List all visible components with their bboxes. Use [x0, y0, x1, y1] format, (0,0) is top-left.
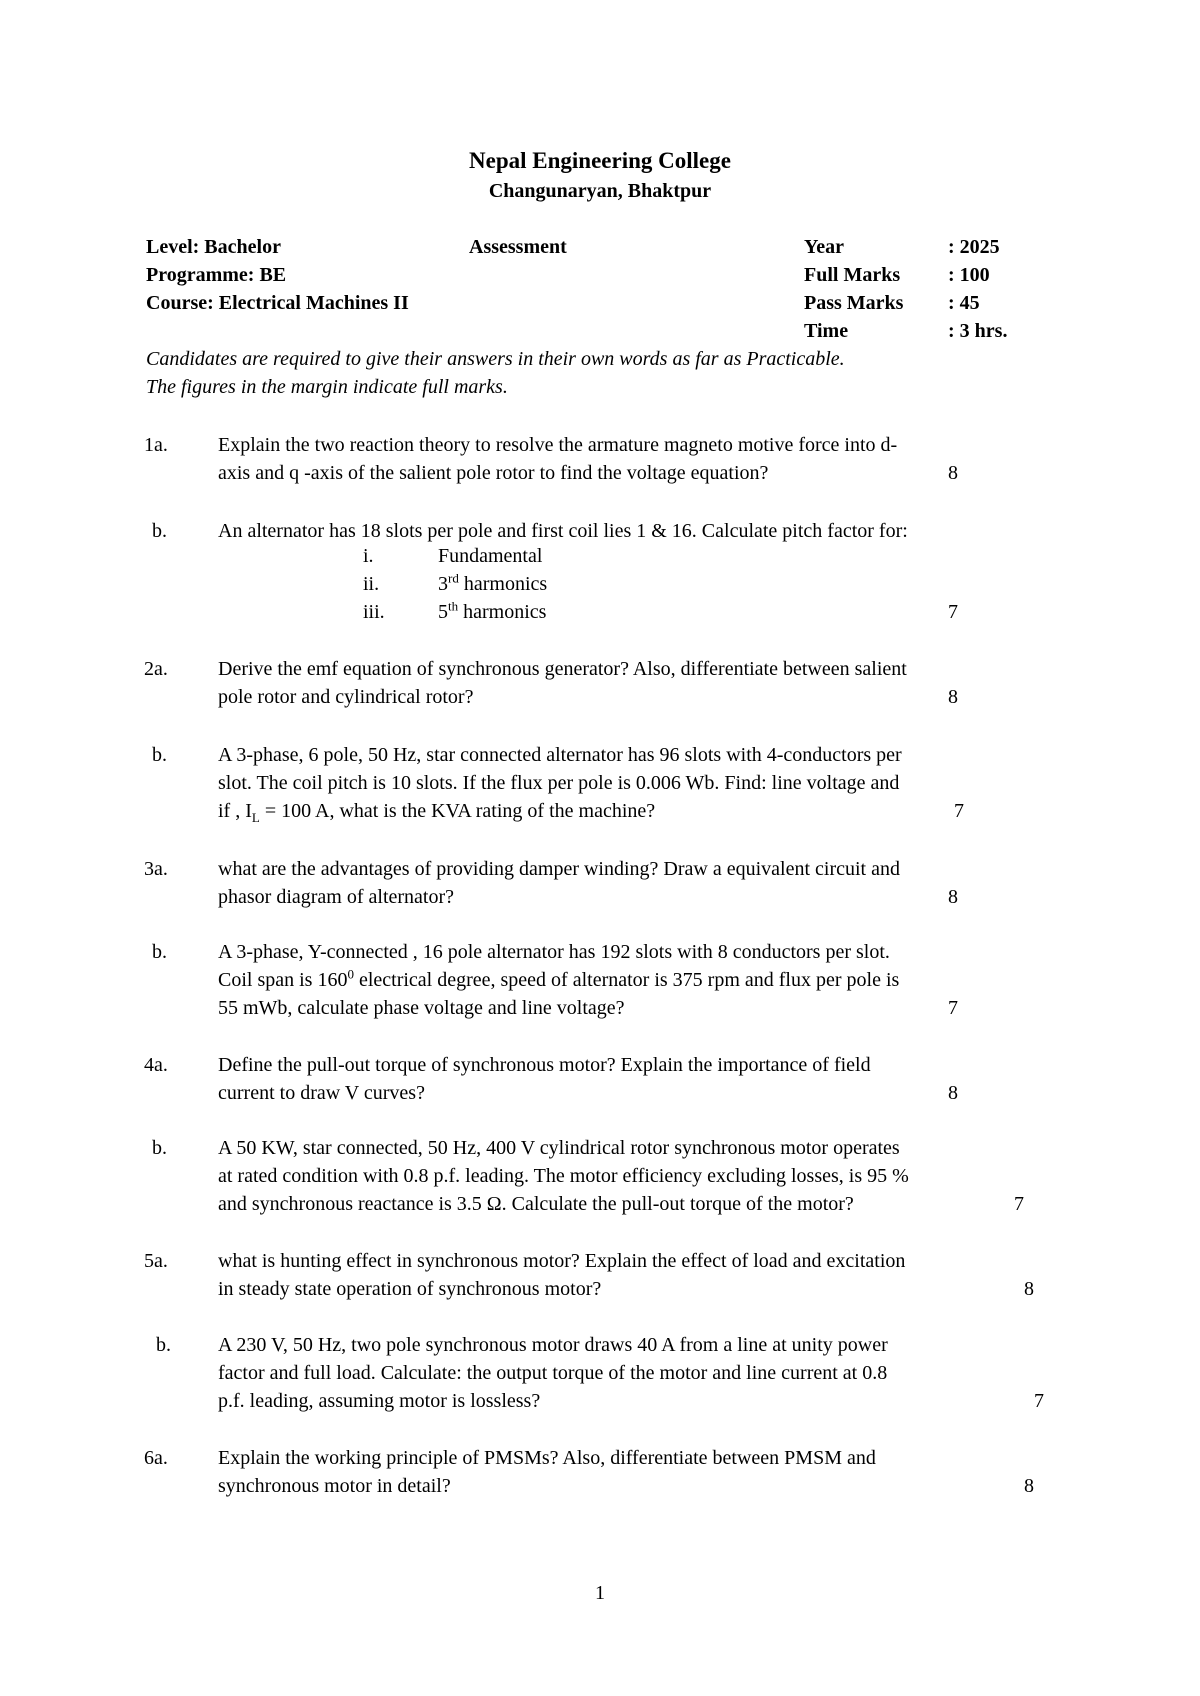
subitem-text: 3rd harmonics — [438, 570, 548, 595]
marks-value: 8 — [948, 462, 958, 484]
question-line: current to draw V curves? — [218, 1082, 425, 1104]
year-label: Year — [804, 236, 844, 258]
page-number: 1 — [595, 1582, 605, 1604]
subitem-text: 5th harmonics — [438, 598, 547, 623]
pass-marks-value: : 45 — [948, 292, 980, 314]
marks-value: 7 — [948, 601, 958, 623]
marks-value: 7 — [1014, 1193, 1024, 1215]
instruction-line-2: The figures in the margin indicate full marks. — [146, 376, 508, 398]
question-number: 3a. — [144, 858, 168, 880]
question-line: Define the pull-out torque of synchronous motor? Explain the importance of field — [218, 1054, 871, 1076]
subitem-number: i. — [363, 545, 374, 567]
question-number: 5a. — [144, 1250, 168, 1272]
marks-value: 8 — [948, 886, 958, 908]
marks-value: 7 — [1034, 1390, 1044, 1412]
level-text: Level: Bachelor — [146, 236, 281, 258]
assessment-text: Assessment — [469, 236, 567, 258]
question-line: Explain the two reaction theory to resolve the armature magneto motive force into d- — [218, 434, 898, 456]
question-number: b. — [156, 1334, 171, 1356]
pass-marks-label: Pass Marks — [804, 292, 904, 314]
course-text: Course: Electrical Machines II — [146, 292, 409, 314]
question-line: and synchronous reactance is 3.5 Ω. Calculate the pull-out torque of the motor? — [218, 1193, 854, 1215]
question-number: 4a. — [144, 1054, 168, 1076]
question-line: what is hunting effect in synchronous motor? Explain the effect of load and excitation — [218, 1250, 906, 1272]
subitem-number: ii. — [363, 573, 380, 595]
question-line: if , $I_L = 100$ A, what is the KVA rating of the machine? — [218, 800, 656, 825]
question-line: 55 mWb, calculate phase voltage and line voltage? — [218, 997, 625, 1019]
question-line: Coil span is $160^0$ electrical degree, speed of alternator is 375 rpm and flux per pole is — [218, 966, 900, 991]
college-name: Nepal Engineering College — [469, 148, 731, 173]
question-number: b. — [152, 744, 167, 766]
time-label: Time — [804, 320, 849, 342]
question-line: in steady state operation of synchronous motor? — [218, 1278, 602, 1300]
instruction-line-1: Candidates are required to give their answers in their own words as far as Practicable. — [146, 348, 845, 370]
subitem-text: Fundamental — [438, 545, 543, 567]
question-line: A 230 V, 50 Hz, two pole synchronous motor draws 40 A from a line at unity power — [218, 1334, 888, 1356]
question-line: what are the advantages of providing damper winding? Draw a equivalent circuit and — [218, 858, 900, 880]
question-number: b. — [152, 520, 167, 542]
question-line: pole rotor and cylindrical rotor? — [218, 686, 474, 708]
question-line: A 3-phase, Y-connected , 16 pole alternator has 192 slots with 8 conductors per slot. — [218, 941, 890, 963]
question-number: b. — [152, 1137, 167, 1159]
question-line: at rated condition with 0.8 p.f. leading. The motor efficiency excluding losses, is 95 % — [218, 1165, 909, 1187]
full-marks-value: : 100 — [948, 264, 990, 286]
marks-value: 8 — [948, 686, 958, 708]
question-number: 2a. — [144, 658, 168, 680]
question-line: axis and q -axis of the salient pole rotor to find the voltage equation? — [218, 462, 769, 484]
question-line: An alternator has 18 slots per pole and first coil lies 1 & 16. Calculate pitch factor for: — [218, 520, 908, 542]
marks-value: 7 — [948, 997, 958, 1019]
full-marks-label: Full Marks — [804, 264, 901, 286]
college-location: Changunaryan, Bhaktpur — [488, 180, 712, 202]
time-value: : 3 hrs. — [948, 320, 1008, 342]
question-line: A 3-phase, 6 pole, 50 Hz, star connected alternator has 96 slots with 4-conductors per — [218, 744, 902, 766]
year-value: : 2025 — [948, 236, 1000, 258]
question-number: b. — [152, 941, 167, 963]
question-line: A 50 KW, star connected, 50 Hz, 400 V cylindrical rotor synchronous motor operates — [218, 1137, 900, 1159]
marks-value: 8 — [1024, 1278, 1034, 1300]
marks-value: 7 — [954, 800, 964, 822]
programme-text: Programme: BE — [146, 264, 287, 286]
marks-value: 8 — [948, 1082, 958, 1104]
question-number: 6a. — [144, 1447, 168, 1469]
question-line: Explain the working principle of PMSMs? Also, differentiate between PMSM and — [218, 1447, 876, 1469]
question-number: 1a. — [144, 434, 168, 456]
question-line: factor and full load. Calculate: the output torque of the motor and line current at 0.8 — [218, 1362, 888, 1384]
question-line: synchronous motor in detail? — [218, 1475, 451, 1497]
question-line: slot. The coil pitch is 10 slots. If the flux per pole is 0.006 Wb. Find: line voltage and — [218, 772, 900, 794]
subitem-number: iii. — [363, 601, 385, 623]
question-line: Derive the emf equation of synchronous generator? Also, differentiate between salient — [218, 658, 907, 680]
question-line: p.f. leading, assuming motor is lossless? — [218, 1390, 541, 1412]
marks-value: 8 — [1024, 1475, 1034, 1497]
question-line: phasor diagram of alternator? — [218, 886, 455, 908]
